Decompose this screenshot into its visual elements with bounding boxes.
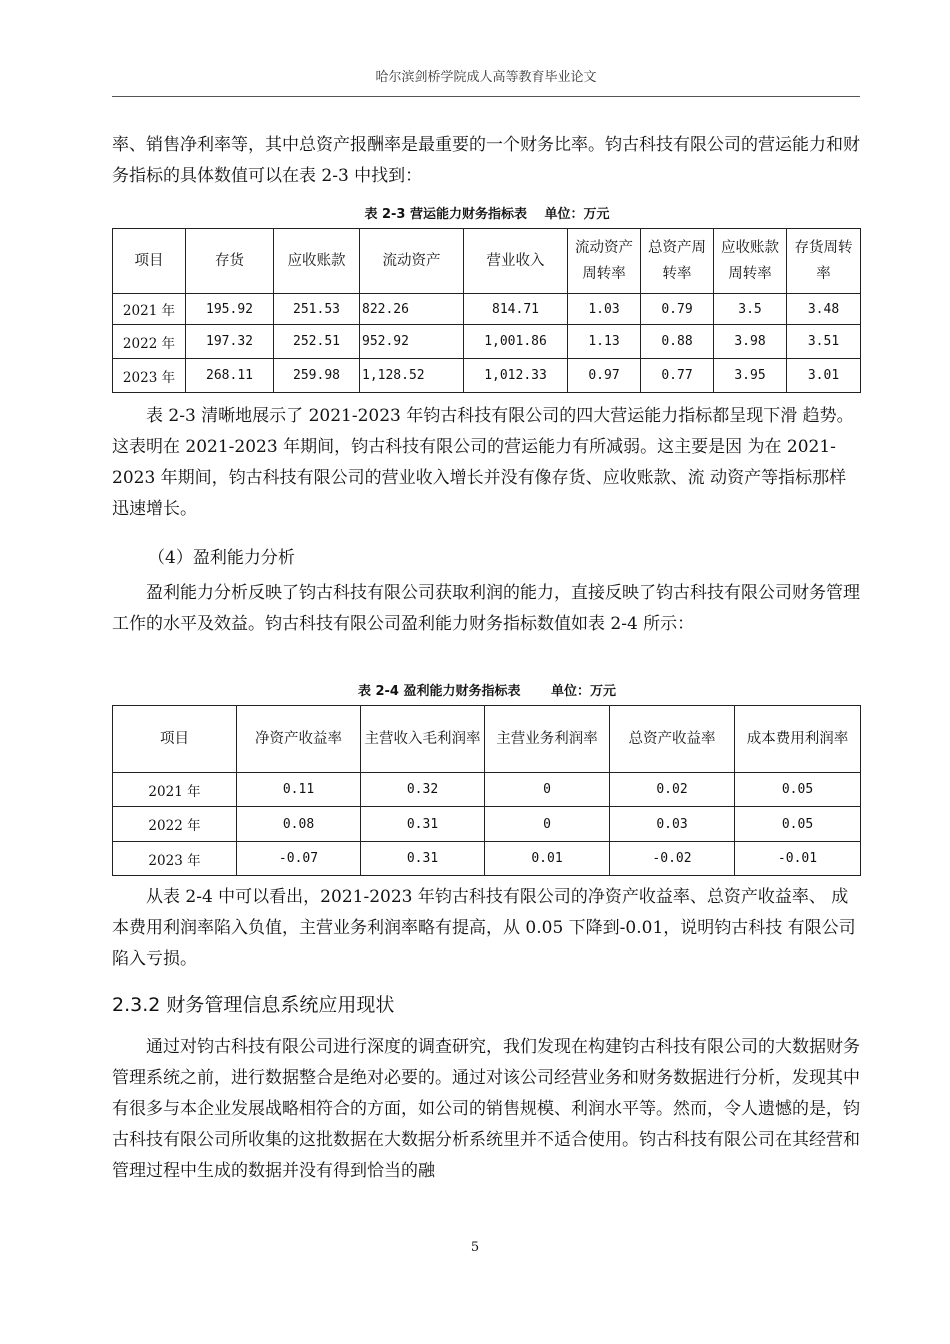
running-header: 哈尔滨剑桥学院成人高等教育毕业论文 [375, 70, 597, 85]
page-number: 5 [470, 1240, 480, 1255]
table-cell: 0.31 [361, 842, 485, 876]
row-label-cell: 2022 年 [113, 807, 237, 842]
paragraph-1: 率、销售净利率等，其中总资产报酬率是最重要的一个财务比率。钧古科技有限公司的营运能力和财务指标的具体数值可以在表 2-3 中找到： [112, 135, 860, 186]
table-cell: 251.53 [274, 294, 360, 325]
table-cell: 1.13 [568, 325, 641, 359]
table-header-cell: 应收账款周转率 [714, 229, 787, 294]
table-cell: 0 [485, 807, 610, 842]
table1-caption: 表 2-3 营运能力财务指标表 单位：万元 [364, 207, 610, 222]
table-header-cell: 项目 [113, 229, 186, 294]
table-header-cell: 应收账款 [274, 229, 360, 294]
table-cell: 1,128.52 [360, 359, 464, 393]
table-cell: 0.08 [237, 807, 361, 842]
operating-capacity-table [112, 228, 861, 393]
table-cell: 3.51 [787, 325, 861, 359]
table-header-cell: 总资产周转率 [641, 229, 714, 294]
profitability-table [112, 705, 861, 876]
table-cell: 1.03 [568, 294, 641, 325]
table-cell: 197.32 [186, 325, 274, 359]
table-cell: 3.98 [714, 325, 787, 359]
subheading-profitability: （4）盈利能力分析 [148, 548, 295, 568]
table-header-cell: 成本费用利润率 [735, 706, 861, 773]
paragraph-2: 表 2-3 清晰地展示了 2021-2023 年钧古科技有限公司的四大营运能力指标都呈现下滑 趋势。这表明在 2021-2023 年期间，钧古科技有限公司的营运能力有所减弱。这主要是因 为在 2021-2023 年期间，钧古科技有限公司的营业收入增长并没有像存货、应收账款、流 动资产等指标那样迅速增长。 [112, 406, 854, 519]
table-row [113, 807, 861, 842]
table-cell: 0.02 [610, 773, 735, 807]
header-divider [112, 96, 860, 97]
table-cell: 952.92 [360, 325, 464, 359]
table-cell: 268.11 [186, 359, 274, 393]
table-cell: 0.32 [361, 773, 485, 807]
section-heading: 2.3.2 财务管理信息系统应用现状 [112, 994, 395, 1016]
table-header-cell: 主营收入毛利润率 [361, 706, 485, 773]
table-cell: 0.03 [610, 807, 735, 842]
row-label-cell: 2022 年 [113, 325, 186, 359]
table-cell: 822.26 [360, 294, 464, 325]
table-cell: 3.01 [787, 359, 861, 393]
table-header-cell: 存货 [186, 229, 274, 294]
table-cell: 0.05 [735, 773, 861, 807]
table-cell: 814.71 [464, 294, 568, 325]
row-label-cell: 2021 年 [113, 294, 186, 325]
table-cell: 0.79 [641, 294, 714, 325]
table-row [113, 325, 861, 359]
table-header-cell: 项目 [113, 706, 237, 773]
paragraph-5: 通过对钧古科技有限公司进行深度的调查研究，我们发现在构建钧古科技有限公司的大数据财务管理系统之前，进行数据整合是绝对必要的。通过对该公司经营业务和财务数据进行分析，发现其中有很多与本企业发展战略相符合的方面，如公司的销售规模、利润水平等。然而，令人遗憾的是，钧古科技有限公司所收集的这批数据在大数据分析系统里并不适合使用。钧古科技有限公司在其经营和管理过程中生成的数据并没有得到恰当的融 [112, 1037, 860, 1181]
table-row [113, 359, 861, 393]
table-cell: 0.01 [485, 842, 610, 876]
table-header-cell: 营业收入 [464, 229, 568, 294]
table-cell: 0.05 [735, 807, 861, 842]
table2-header-row [113, 706, 861, 773]
table-cell: 3.95 [714, 359, 787, 393]
table-header-cell: 流动资产周转率 [568, 229, 641, 294]
table-header-cell: 主营业务利润率 [485, 706, 610, 773]
table-cell: 0.97 [568, 359, 641, 393]
table-cell: 195.92 [186, 294, 274, 325]
table-cell: 0.88 [641, 325, 714, 359]
table-header-cell: 总资产收益率 [610, 706, 735, 773]
table-header-cell: 存货周转率 [787, 229, 861, 294]
table-cell: 0 [485, 773, 610, 807]
table-cell: 3.48 [787, 294, 861, 325]
table-cell: 0.31 [361, 807, 485, 842]
table-cell: 0.11 [237, 773, 361, 807]
paragraph-3: 盈利能力分析反映了钧古科技有限公司获取利润的能力，直接反映了钧古科技有限公司财务管理工作的水平及效益。钧古科技有限公司盈利能力财务指标数值如表 2-4 所示： [112, 583, 860, 634]
table-cell: 1,012.33 [464, 359, 568, 393]
row-label-cell: 2023 年 [113, 842, 237, 876]
table-cell: -0.01 [735, 842, 861, 876]
table-row [113, 773, 861, 807]
table-header-cell: 净资产收益率 [237, 706, 361, 773]
table-cell: 259.98 [274, 359, 360, 393]
table-row [113, 294, 861, 325]
table2-caption: 表 2-4 盈利能力财务指标表 单位：万元 [357, 684, 617, 699]
table-cell: 0.77 [641, 359, 714, 393]
table-header-cell: 流动资产 [360, 229, 464, 294]
table-cell: 1,001.86 [464, 325, 568, 359]
paragraph-4: 从表 2-4 中可以看出，2021-2023 年钧古科技有限公司的净资产收益率、总资产收益率、 成本费用利润率陷入负值，主营业务利润率略有提高，从 0.05 下降到-0.01，说明钧古科技 有限公司陷入亏损。 [112, 887, 856, 969]
table-row [113, 842, 861, 876]
table-cell: -0.02 [610, 842, 735, 876]
table-cell: 252.51 [274, 325, 360, 359]
table1-header-row [113, 229, 861, 294]
table-cell: 3.5 [714, 294, 787, 325]
row-label-cell: 2021 年 [113, 773, 237, 807]
row-label-cell: 2023 年 [113, 359, 186, 393]
table-cell: -0.07 [237, 842, 361, 876]
